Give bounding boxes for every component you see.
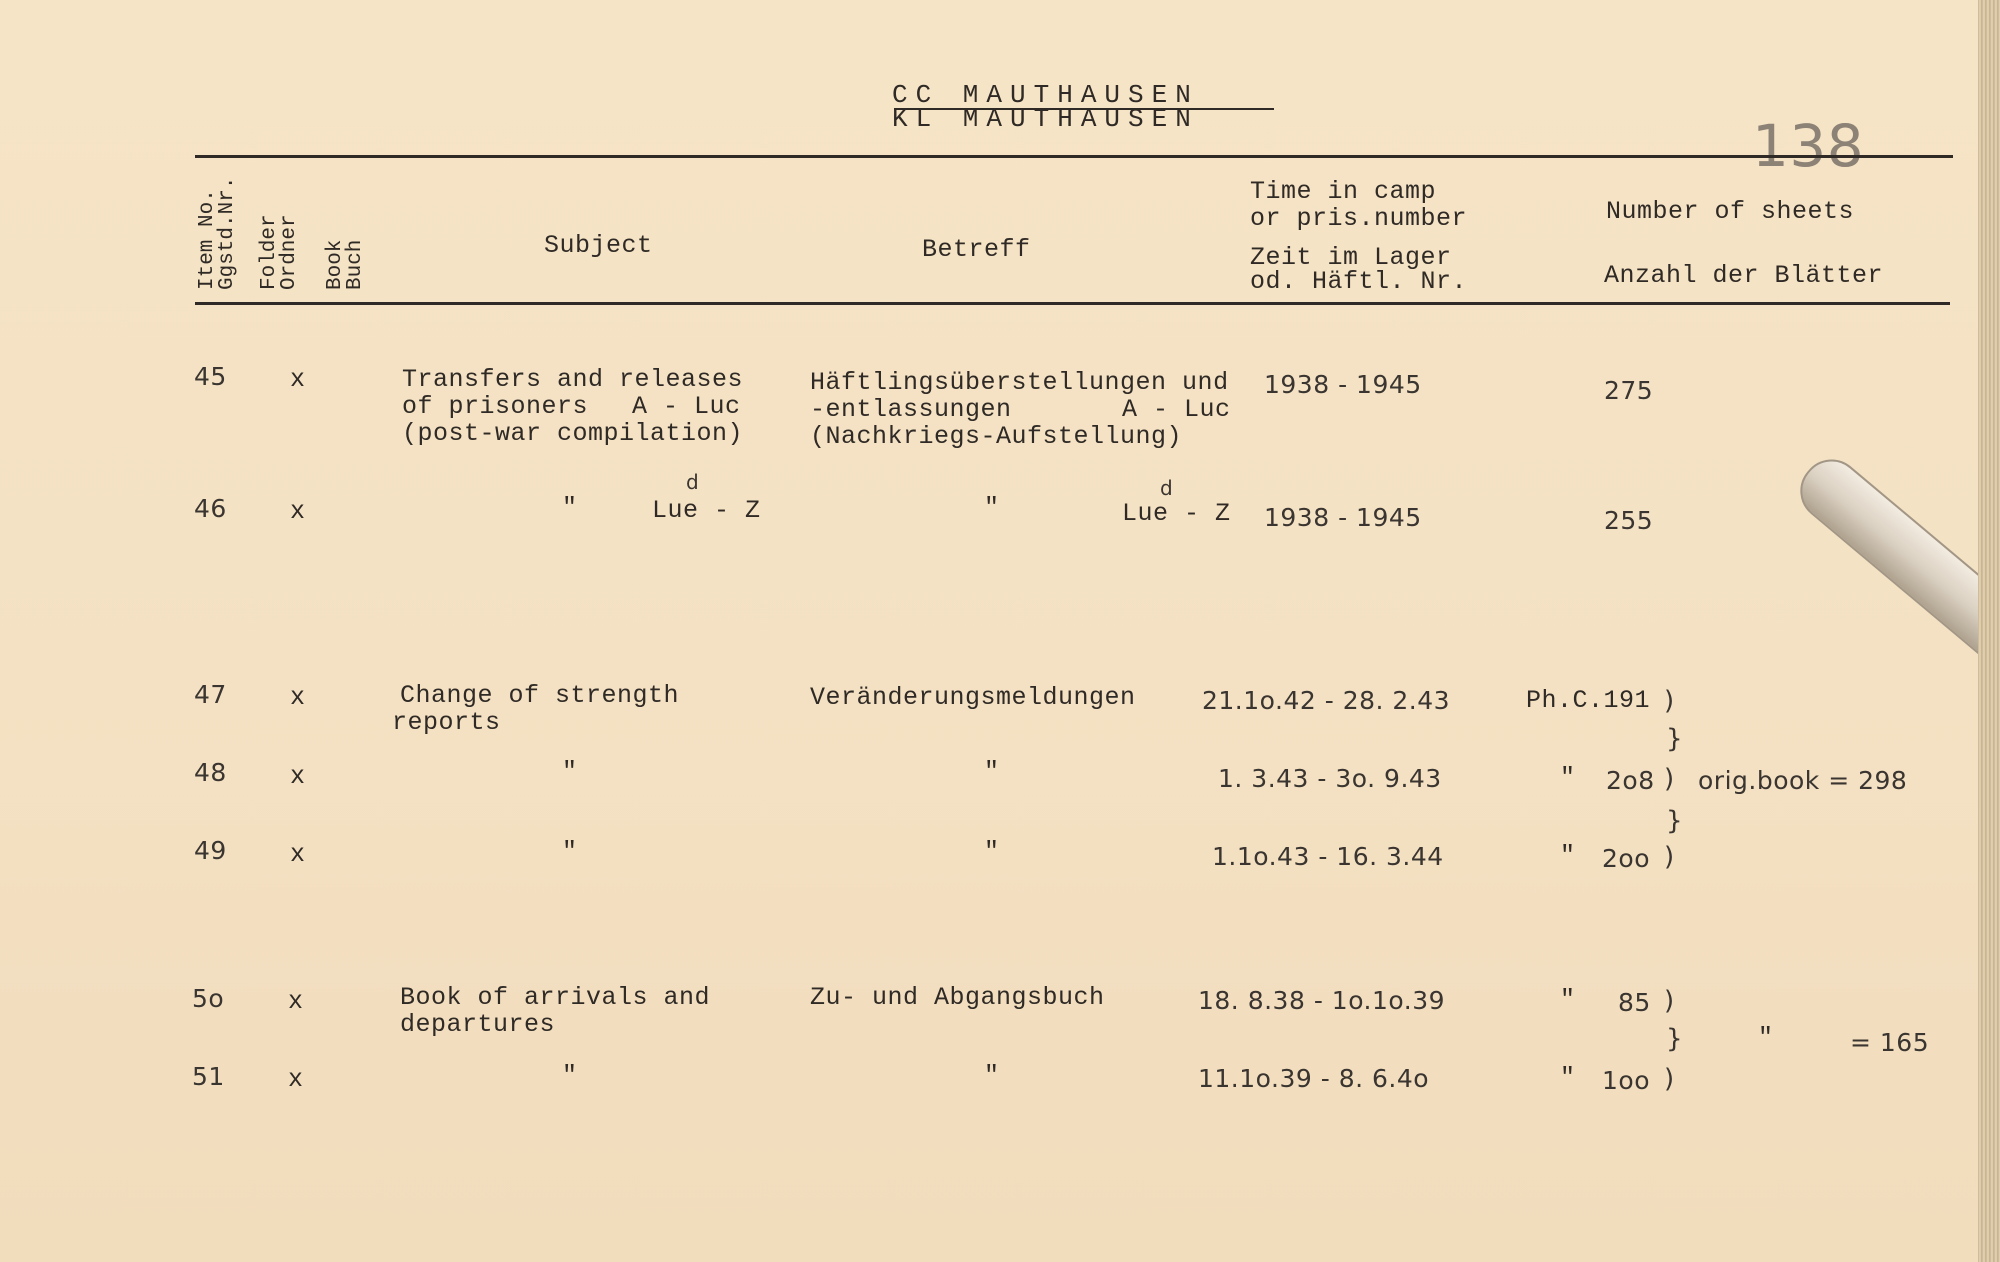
row-betreff: Zu- und Abgangsbuch [810,983,1105,1012]
row-betreff-correction: d [1160,476,1174,500]
row-subject-ditto: " [562,493,578,522]
row-subject-line: Book of arrivals and [400,983,711,1012]
row-sheets: 85 [1618,988,1651,1017]
title-cc: CC MAUTHAUSEN [892,80,1199,110]
row-subject-line: Change of strength [400,681,680,710]
col-sheets-de: Anzahl der Blätter [1604,261,1884,290]
row-subject-range: A - Luc [632,392,741,421]
row-folder-mark: x [290,840,306,869]
row-sheets: 2oo [1602,844,1650,873]
row-folder-mark: x [290,762,306,791]
row-subject-correction: d [686,470,700,494]
row-sheets: 2o8 [1606,766,1655,795]
row-betreff-line: (Nachkriegs-Aufstellung) [810,422,1183,451]
row-sheets-ditto: " [1560,985,1576,1014]
title-strikethrough [894,108,1274,110]
col-folder: Folder Ordner [258,214,301,290]
orig-book-ditto: " [1758,1023,1774,1052]
row-time: 21.1o.42 - 28. 2.43 [1202,686,1451,715]
row-sheets-ditto: " [1560,763,1576,792]
brace-bottom: ) [1664,842,1675,872]
row-item-number: 45 [194,362,227,391]
row-betreff-range: A - Luc [1122,395,1231,424]
row-item-number: 46 [194,494,227,523]
row-betreff: Veränderungsmeldungen [810,683,1136,712]
col-time-de-1: Zeit im Lager [1250,243,1452,272]
row-betreff-line: Häftlingsüberstellungen und [810,368,1229,397]
row-betreff-line: -entlassungen [810,395,1012,424]
row-sheets-ditto: " [1560,841,1576,870]
row-subject-line: Transfers and releases [402,365,744,394]
row-betreff-ditto: " [984,757,1000,786]
row-sheets-ditto: " [1560,1063,1576,1092]
row-sheets: 1oo [1602,1066,1650,1095]
col-time-en-2: or pris.number [1250,204,1468,233]
row-betreff-ditto: " [984,493,1000,522]
brace-middle: } [1666,1024,1683,1054]
row-folder-mark: x [288,987,304,1016]
row-sheets: 275 [1604,376,1654,405]
row-time: 1938 - 1945 [1264,503,1422,532]
row-subject-ditto: " [562,1061,578,1090]
row-subject-line: of prisoners [402,392,589,421]
page-stack-edge [1978,0,2000,1262]
row-subject-line: reports [392,708,501,737]
row-item-number: 48 [194,758,227,787]
brace-middle: ) [1664,764,1675,794]
orig-book-note: orig.book = 298 [1698,766,1908,795]
row-time: 11.1o.39 - 8. 6.4o [1198,1064,1430,1093]
col-time-de-2: od. Häftl. Nr. [1250,267,1468,296]
row-subject-ditto: " [562,837,578,866]
row-item-number: 5o [192,984,225,1013]
row-folder-mark: x [290,365,306,394]
title-kl: KL MAUTHAUSEN [892,104,1199,134]
col-betreff: Betreff [922,235,1031,264]
header-rule-top [195,155,1953,158]
brace-middle: } [1666,806,1683,836]
col-subject: Subject [544,231,653,260]
row-folder-mark: x [290,683,306,712]
row-folder-mark: x [288,1065,304,1094]
brace-middle: } [1666,724,1683,754]
row-time: 1. 3.43 - 3o. 9.43 [1218,764,1442,793]
page-number: 138 [1752,112,1865,180]
orig-book-note: = 165 [1850,1028,1930,1057]
col-sheets-en: Number of sheets [1606,197,1855,226]
row-sheets: Ph.C.191 [1526,686,1651,715]
brace-top: ) [1664,986,1675,1016]
col-time-en-1: Time in camp [1250,177,1437,206]
tweezer-tip [1788,447,2000,728]
row-item-number: 47 [194,680,227,709]
col-book: Book Buch [324,239,367,290]
row-subject-line: departures [400,1010,556,1039]
col-item-no: Item No. Ggstd.Nr. [196,176,239,290]
row-folder-mark: x [290,497,306,526]
row-time: 1938 - 1945 [1264,370,1422,399]
brace-top: ) [1664,686,1675,716]
row-subject-range: Lue - Z [652,496,761,525]
row-time: 18. 8.38 - 1o.1o.39 [1198,986,1446,1015]
row-betreff-range: Lue - Z [1122,499,1231,528]
row-betreff-ditto: " [984,837,1000,866]
row-subject-ditto: " [562,757,578,786]
row-item-number: 49 [194,836,227,865]
brace-bottom: ) [1664,1064,1675,1094]
header-rule-bottom [195,302,1950,305]
row-time: 1.1o.43 - 16. 3.44 [1212,842,1444,871]
row-item-number: 51 [192,1062,225,1091]
row-subject-line: (post-war compilation) [402,419,744,448]
row-sheets: 255 [1604,506,1654,535]
row-betreff-ditto: " [984,1061,1000,1090]
